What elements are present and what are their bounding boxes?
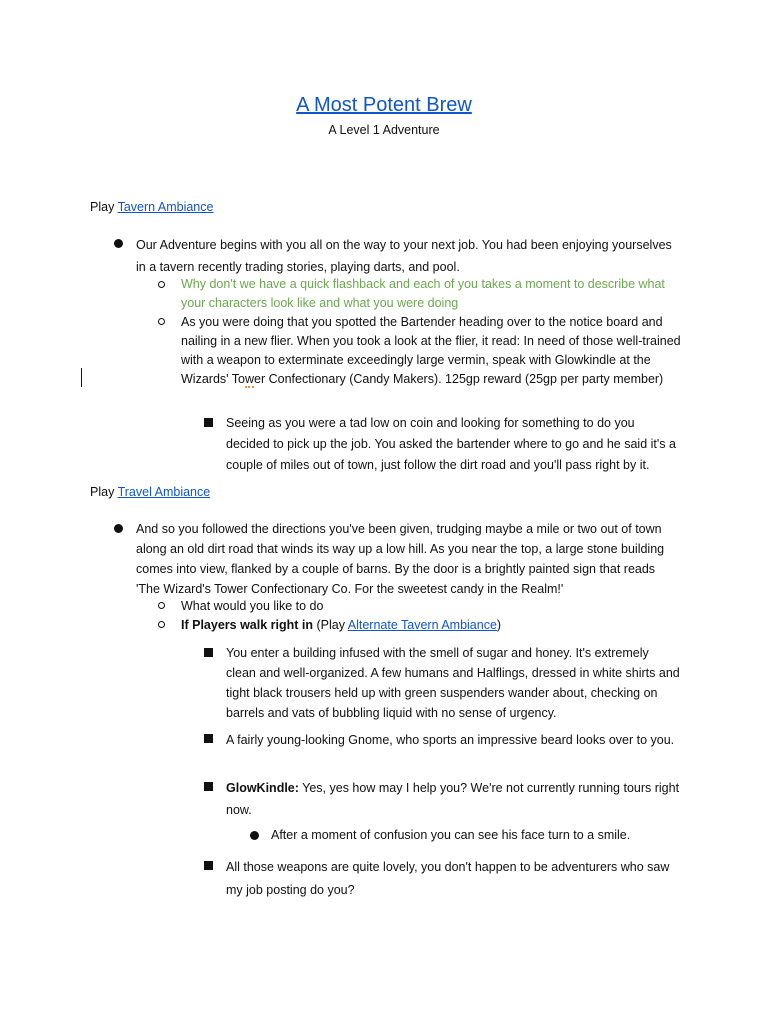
square-bullet-icon (204, 861, 213, 870)
square-bullet-icon (204, 782, 213, 791)
play-instruction-tavern (90, 200, 213, 214)
play-instruction-travel (90, 485, 210, 499)
document-title: A Most Potent Brew (296, 94, 472, 116)
glowkindle-dialogue: GlowKindle: Yes, yes how may I help you? We're not currently running tours right now. (226, 781, 680, 817)
flashback-prompt: Why don't we have a quick flashback and each of you takes a moment to describe what your characters look like and what you were doing (181, 277, 665, 310)
document-subtitle: A Level 1 Adventure (328, 123, 440, 137)
confusion-paragraph: After a moment of confusion you can see his face turn to a smile. (271, 828, 631, 842)
hollow-bullet-icon (158, 621, 165, 628)
square-bullet-icon (204, 648, 213, 657)
square-bullet-icon (204, 734, 213, 743)
flier-description: As you were doing that you spotted the Bartender heading over to the notice board and nailing in a new flier. When you took a look at the flier, it read: In need of those well-trained with a weapon to exterminate exceedingly large vermin, speak with Glowkindle at the Wizards' Tower Confectionary (Candy Makers). 125gp reward (25gp per party member) (181, 315, 681, 386)
play-prefix: Play (90, 200, 118, 214)
speaker-name: GlowKindle: (226, 781, 299, 795)
weapons-dialogue: All those weapons are quite lovely, you don't happen to be adventurers who saw my job posting do you? (226, 860, 670, 897)
alternate-tavern-ambiance-link[interactable]: Alternate Tavern Ambiance (347, 618, 497, 632)
what-to-do-prompt: What would you like to do (181, 599, 324, 613)
hollow-bullet-icon (158, 281, 165, 288)
walk-right-in-option: If Players walk right in (Play Alternate Tavern Ambiance) (181, 618, 502, 632)
spellcheck-highlight: w (244, 372, 255, 386)
hollow-bullet-icon (158, 318, 165, 325)
gnome-paragraph: A fairly young-looking Gnome, who sports an impressive beard looks over to you. (226, 733, 675, 747)
paragraph-travel: And so you followed the directions you've been given, trudging maybe a mile or two out of town along an old dirt road that winds its way up a low hill. As you near the top, a large stone building comes into view, flanked by a couple of barns. By the door is a brightly painted sign that reads 'The Wizard's Tower Confectionary Co. For the sweetest candy in the Realm!' (136, 522, 665, 596)
enter-building-paragraph: You enter a building infused with the smell of sugar and honey. It's extremely clean and well-organized. A few humans and Halflings, dressed in white shirts and tight black trousers held up with green suspenders wander about, checking on barrels and vats of bubbling liquid with no sense of urgency. (226, 646, 680, 720)
bullet-icon (114, 524, 123, 533)
text-cursor (81, 368, 82, 387)
bullet-icon (114, 239, 123, 248)
travel-ambiance-link[interactable]: Travel Ambiance (117, 485, 211, 499)
tavern-ambiance-link[interactable]: Tavern Ambiance (117, 200, 214, 214)
bullet-icon (250, 831, 259, 840)
hollow-bullet-icon (158, 602, 165, 609)
take-job-paragraph: Seeing as you were a tad low on coin and looking for something to do you decided to pick up the job. You asked the bartender where to go and he said it's a couple of miles out of town, just follow the dirt road and you'll pass right by it. (226, 416, 676, 472)
play-prefix: Play (90, 485, 118, 499)
paragraph-adventure-begins: Our Adventure begins with you all on the way to your next job. You had been enjoying yourselves in a tavern recently trading stories, playing darts, and pool. (136, 238, 672, 274)
square-bullet-icon (204, 418, 213, 427)
